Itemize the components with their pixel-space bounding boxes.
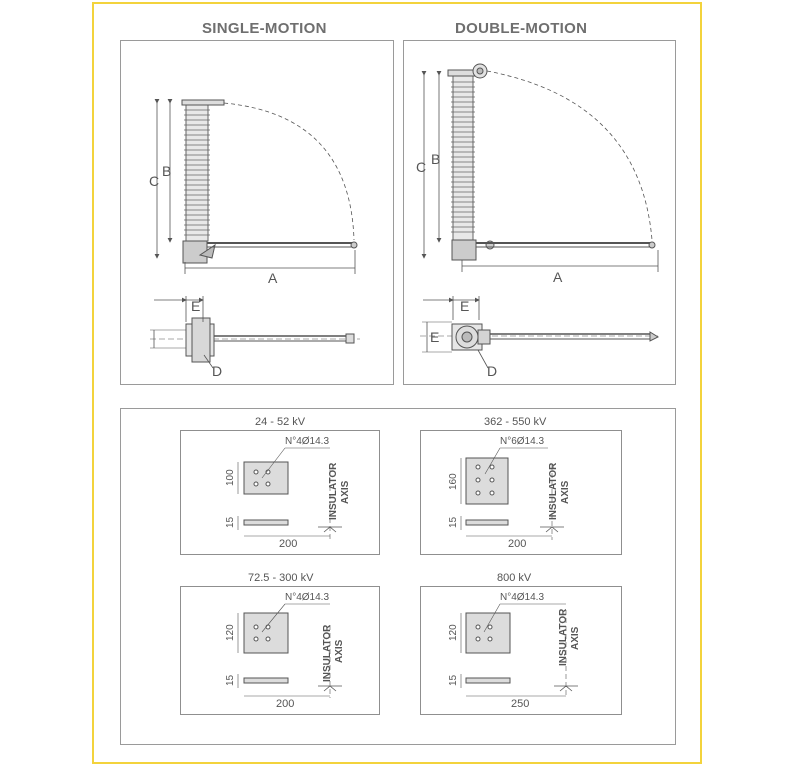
dim-e-double-side: E <box>430 329 440 345</box>
double-motion-elevation <box>424 64 658 272</box>
dim-a-single: A <box>268 270 278 286</box>
plate-thickness-label: 15 <box>448 516 459 528</box>
plate-width-label: 200 <box>276 698 295 710</box>
dim-b-single: B <box>162 163 172 179</box>
plate-range-label: 24 - 52 kV <box>255 416 306 428</box>
plate-thickness-label: 15 <box>225 516 236 528</box>
single-motion-elevation <box>157 100 357 274</box>
plate-height-label: 120 <box>225 624 236 641</box>
plate-thickness-label: 15 <box>448 674 459 686</box>
plate-range-label: 362 - 550 kV <box>484 416 547 428</box>
plate-holes-label: N°6Ø14.3 <box>500 436 545 447</box>
insulator-axis-label: INSULATOR <box>548 462 559 520</box>
insulator-axis-label: INSULATOR <box>322 624 333 682</box>
plate-drawing-24-52 <box>238 448 342 540</box>
plate-width-label: 200 <box>508 538 527 550</box>
insulator-axis-label: AXIS <box>560 480 571 504</box>
plate-range-label: 800 kV <box>497 572 532 584</box>
insulator-axis-label: AXIS <box>334 639 345 663</box>
dim-e-double-top: E <box>460 298 470 314</box>
double-motion-plan <box>420 296 658 368</box>
plate-holes-label: N°4Ø14.3 <box>285 436 330 447</box>
plate-width-label: 250 <box>511 698 530 710</box>
plate-width-label: 200 <box>279 538 298 550</box>
dim-e-single: E <box>191 298 201 314</box>
dim-c-double: C <box>416 159 427 175</box>
double-motion-title: DOUBLE-MOTION <box>455 20 588 37</box>
insulator-axis-label: AXIS <box>570 626 581 650</box>
dim-b-double: B <box>431 151 441 167</box>
single-motion-title: SINGLE-MOTION <box>202 20 327 37</box>
insulator-axis-label: INSULATOR <box>558 608 569 666</box>
insulator-axis-label: INSULATOR <box>328 462 339 520</box>
plate-height-label: 120 <box>448 624 459 641</box>
plate-height-label: 100 <box>225 469 236 486</box>
plate-holes-label: N°4Ø14.3 <box>500 592 545 603</box>
plate-holes-label: N°4Ø14.3 <box>285 592 330 603</box>
single-motion-plan <box>150 296 360 368</box>
insulator-axis-label: AXIS <box>340 480 351 504</box>
plate-thickness-label: 15 <box>225 674 236 686</box>
dim-c-single: C <box>149 173 160 189</box>
plate-range-label: 72.5 - 300 kV <box>248 572 314 584</box>
dim-d-double: D <box>487 363 498 379</box>
plate-height-label: 160 <box>448 473 459 490</box>
dim-a-double: A <box>553 269 563 285</box>
dim-d-single: D <box>212 363 223 379</box>
